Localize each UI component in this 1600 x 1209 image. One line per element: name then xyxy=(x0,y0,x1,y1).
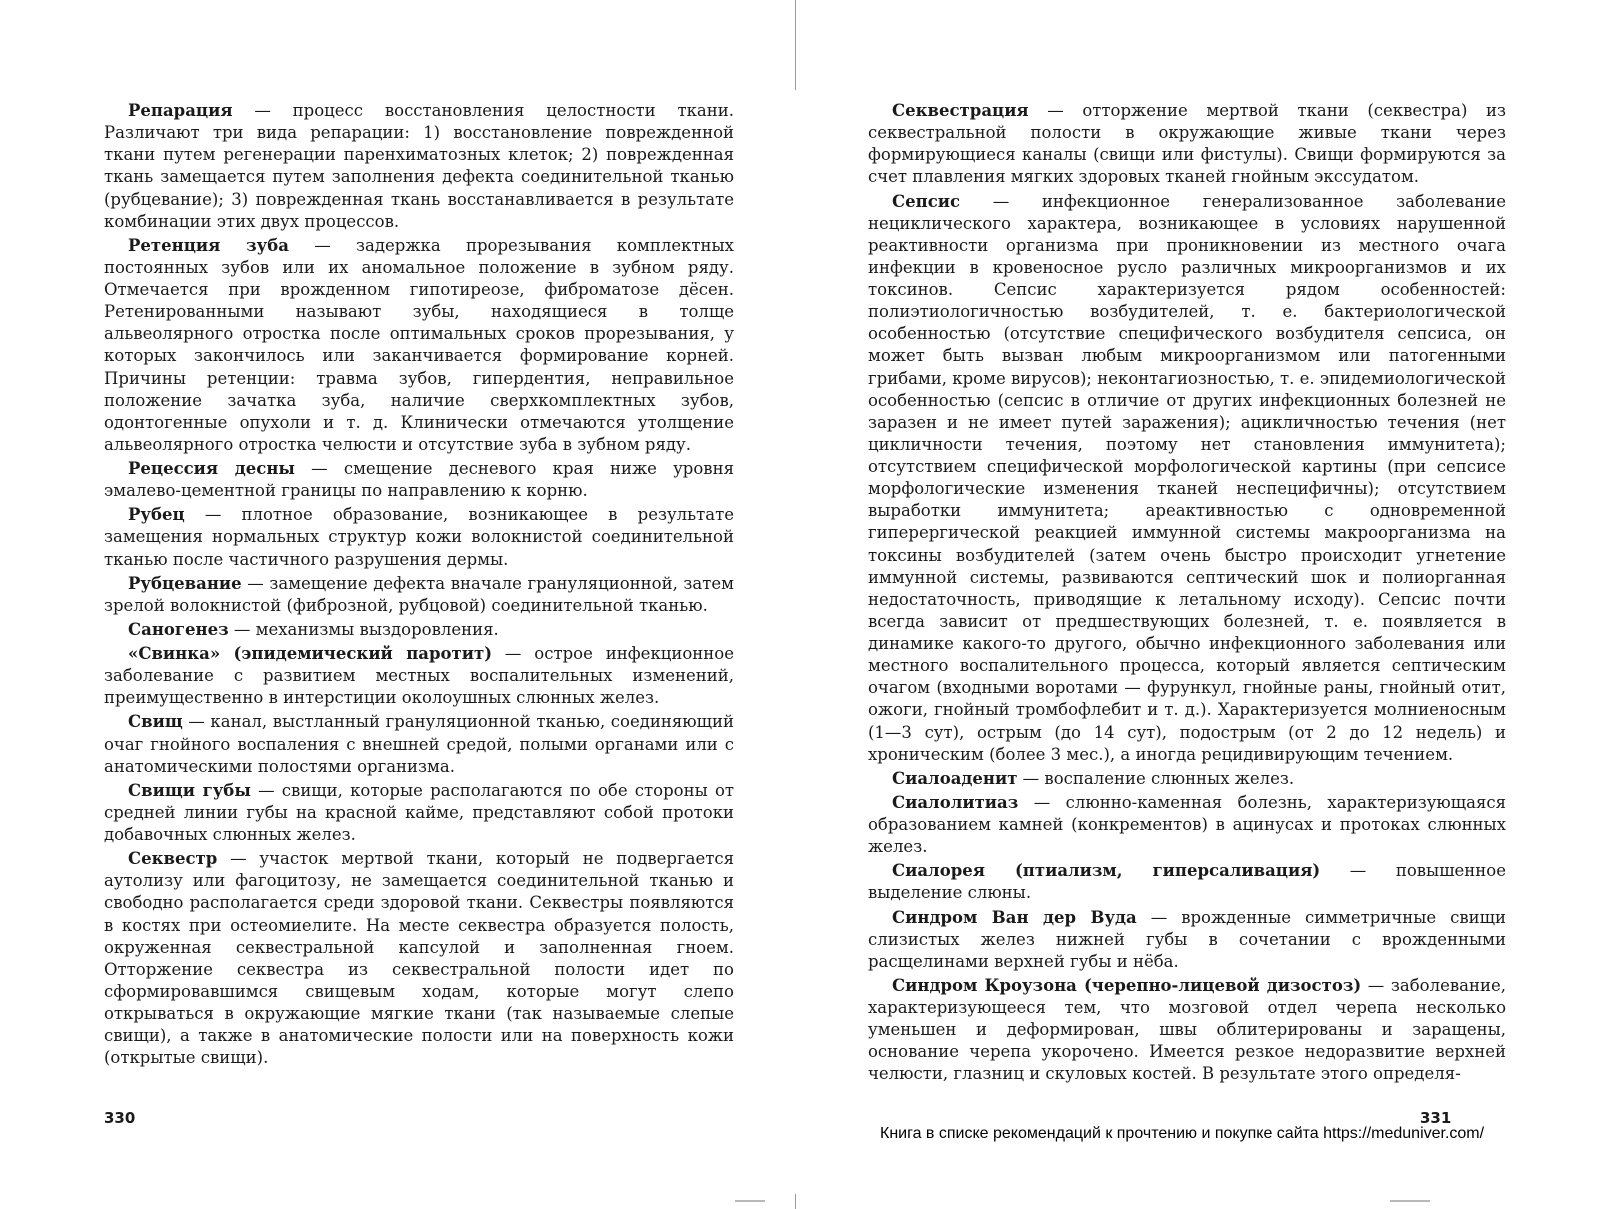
glossary-entry xyxy=(104,711,734,777)
book-fold-line-bottom xyxy=(795,1194,796,1209)
entry-definition: — участок мертвой ткани, который не подвергается аутолизу или фагоцитозу, не замещается соединительной тканью и свободно располагается среди здоровой ткани. Секвестры появляются в костях при остеомиелите. На месте секвестра образуется полость, окруженная секвестральной капсулой и заполненная гноем. Отторжение секвестра из секвестральной полости идет по сформировавшимся свищевым ходам, которые могут слепо открываться в окружающие мягкие ткани (так называемые слепые свищи), а также в анатомические полости или на поверхность кожи (открытые свищи). xyxy=(104,849,734,1068)
entry-term: Свищ xyxy=(128,712,183,732)
entry-definition: — заболевание, характеризующееся тем, что мозговой отдел черепа несколько уменьшен и деформирован, швы облитерированы и заращены, основание черепа укорочено. Имеется резкое недоразвитие верхней челюсти, глазниц и скуловых костей. В результате этого определя- xyxy=(868,975,1506,1084)
entry-term: Рубец xyxy=(128,505,185,525)
entry-term: Секвестр xyxy=(128,849,218,869)
entry-definition: — свищи, которые располагаются по обе стороны от средней линии губы на красной кайме, представляют собой протоки добавочных слюнных желез. xyxy=(104,780,735,844)
entry-term: Сиалоаденит xyxy=(892,768,1018,788)
entry-definition: — повышенное выделение слюны. xyxy=(868,861,1506,903)
entry-term: Ретенция зуба xyxy=(128,235,289,255)
glossary-entry xyxy=(868,975,1506,1086)
entry-term: Саногенез xyxy=(128,619,229,639)
left-page-text xyxy=(104,100,734,1071)
left-page xyxy=(0,0,790,1209)
entry-definition: — смещение десневого края ниже уровня эмалево-цементной границы по направлению к корню. xyxy=(104,459,734,501)
glossary-entry xyxy=(104,643,734,709)
glossary-entry xyxy=(868,860,1506,904)
glossary-entry xyxy=(104,235,734,456)
entry-definition: — замещение дефекта вначале грануляционной, затем зрелой волокнистой (фиброзной, рубцовой) соединительной тканью. xyxy=(104,573,734,615)
entry-term: Рецессия десны xyxy=(128,459,295,478)
entry-term: Свищи губы xyxy=(128,780,251,800)
glossary-entry xyxy=(104,458,734,502)
glossary-entry xyxy=(104,100,734,233)
entry-term: Репарация xyxy=(128,101,233,120)
entry-definition: — задержка прорезывания комплектных постоянных зубов или их аномальное положение в зубном ряду. Отмечается при врожденном гипотиреозе, фиброматозе дёсен. Ретенированными называют зубы, находящиеся в толще альвеолярного отростка после оптимальных сроков прорезывания, у которых закончилось или заканчивается формирование корней. Причины ретенции: травма зубов, гипердентия, неправильное положение зачатка зуба, наличие сверхкомплектных зубов, одонтогенные опухоли и т. д. Клинически отмечаются утолщение альвеолярного отростка челюсти и отсутствие зуба в зубном ряду. xyxy=(104,235,734,454)
entry-term: Сиалорея (птиализм, гиперсаливация) xyxy=(892,861,1321,881)
entry-term: Сиалолитиаз xyxy=(892,792,1019,812)
entry-definition: — механизмы выздоровления. xyxy=(228,619,499,639)
website-recommendation-note: Книга в списке рекомендаций к прочтению и покупке сайта https://meduniver.com/ xyxy=(880,1125,1485,1142)
entry-definition: — воспаление слюнных желез. xyxy=(1017,768,1295,788)
entry-term: Синдром Ван дер Вуда xyxy=(892,907,1137,927)
page-number: 330 xyxy=(104,1109,136,1127)
book-fold-line xyxy=(795,0,796,90)
glossary-entry xyxy=(868,907,1506,973)
entry-definition: — канал, выстланный грануляционной тканью, соединяющий очаг гнойного воспаления с внешней средой, полыми органами или с анатомическими полостями организма. xyxy=(104,712,734,776)
glossary-entry xyxy=(868,191,1506,766)
entry-term: «Свинка» (эпидемический паротит) xyxy=(128,644,492,663)
entry-definition: — процесс восстановления целостности ткани. Различают три вида репарации: 1) восстановление поврежденной ткани путем регенерации паренхиматозных клеток; 2) поврежденная ткань замещается путем заполнения дефекта соединительной тканью (рубцевание); 3) поврежденная ткань восстанавливается в результате комбинации этих двух процессов. xyxy=(104,101,734,231)
entry-definition: — врожденные симметричные свищи слизистых желез нижней губы в сочетании с врожденными расщелинами верхней губы и нёба. xyxy=(868,907,1506,971)
entry-definition: — плотное образование, возникающее в результате замещения нормальных структур кожи волокнистой соединительной тканью после частичного разрушения дермы. xyxy=(104,505,734,569)
entry-definition: — отторжение мертвой ткани (секвестра) из секвестральной полости в окружающие живые ткани через формирующиеся каналы (свищи или фистулы). Свищи формируются за счет плавления мягких здоровых тканей гнойным экссудатом. xyxy=(868,101,1506,187)
entry-term: Рубцевание xyxy=(128,573,242,593)
entry-definition: — слюнно-каменная болезнь, характеризующаяся образованием камней (конкрементов) в ацинусах и протоках слюнных желез. xyxy=(868,792,1506,857)
glossary-entry xyxy=(868,100,1506,189)
glossary-entry xyxy=(868,768,1506,790)
glossary-entry xyxy=(104,848,734,1069)
glossary-entry xyxy=(104,504,734,570)
right-page-text xyxy=(868,100,1506,1088)
entry-definition: — инфекционное генерализованное заболевание нециклического характера, возникающее в условиях нарушенной реактивности организма при проникновении из местного очага инфекции в кровеносное русло различных микроорганизмов и их токсинов. Сепсис характеризуется рядом особенностей: полиэтиологичностью возбудителей, т. е. бактериологической особенностью (отсутствие специфического возбудителя сепсиса, он может быть вызван любым микроорганизмом или патогенными грибами, кроме вирусов); неконтагиозностью, т. е. эпидемиологической особенностью (сепсис в отличие от других инфекционных болезней не заразен и не имеет путей заражения); ацикличностью течения (нет цикличности течения, поэтому нет становления иммунитета); отсутствием специфической морфологической картины (при сепсисе морфологические изменения тканей неспецифичны); отсутствием выработки иммунитета; ареактивностью с одновременной гиперергической реакцией иммунной системы макроорганизма на токсины возбудителей (затем очень быстро происходит угнетение иммунной системы, развиваются септический шок и полиорганная недостаточность, приводящие к летальному исходу). Сепсис почти всегда зависит от предшествующих болезней, т. е. появляется в динамике какого-то другого, обычно инфекционного заболевания или местного воспалительного процесса, который является септическим очагом (входными воротами — фурункул, гнойные раны, гнойный отит, ожоги, гнойный тромбофлебит и т. д.). Характеризуется молниеносным (1—3 сут), острым (до 14 сут), подострым (от 2 до 12 недель) и хроническим (более 3 мес.), а иногда рецидивирующим течением. xyxy=(868,191,1506,764)
entry-term: Синдром Кроузона (черепно-лицевой дизостоз) xyxy=(892,975,1362,995)
entry-definition: — острое инфекционное заболевание с развитием местных воспалительных изменений, преимущественно в интерстиции околоушных слюнных желез. xyxy=(104,644,734,708)
entry-term: Сепсис xyxy=(892,191,961,211)
page-number: 331 xyxy=(1420,1109,1452,1127)
right-page xyxy=(800,0,1600,1209)
entry-term: Секвестрация xyxy=(892,101,1029,120)
glossary-entry xyxy=(104,573,734,617)
glossary-entry xyxy=(104,780,734,846)
glossary-entry xyxy=(868,792,1506,858)
glossary-entry xyxy=(104,619,734,641)
